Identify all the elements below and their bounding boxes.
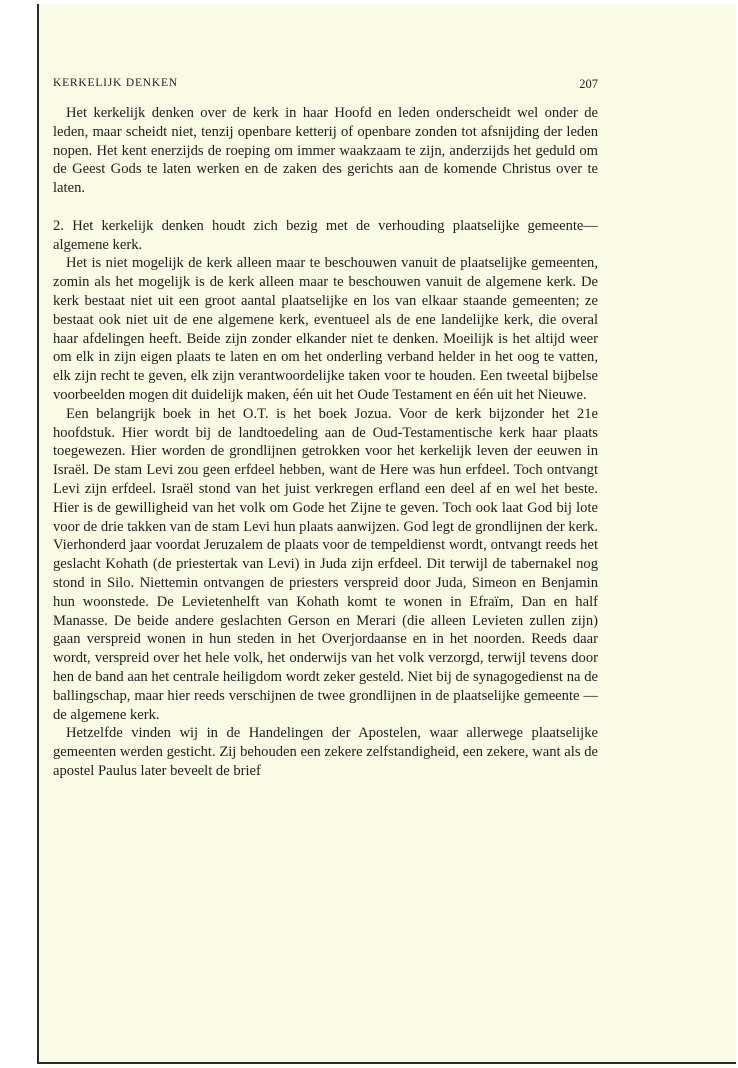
running-header bbox=[53, 77, 598, 93]
paragraph: Het kerkelijk denken over de kerk in haar Hoofd en leden onderscheidt wel onder de leden, maar scheidt niet, tenzij openbare ketterij of openbare zonden tot afsnijding der leden nopen. Het kent enerzijds de roeping om immer waakzaam te zijn, anderzijds het geduld om de Geest Gods te laten werken en de zaken des gerichts aan de komende Christus over te laten. bbox=[53, 105, 598, 197]
section-heading: 2. Het kerkelijk denken houdt zich bezig met de verhouding plaatselijke gemeente—algemene kerk. bbox=[53, 217, 598, 253]
paragraph: Een belangrijk boek in het O.T. is het boek Jozua. Voor de kerk bijzonder het 21e hoofdstuk. Hier wordt bij de landtoedeling aan de Oud-Testamentische kerk haar plaats toegewezen. Hier worden de grondlijnen getrokken voor het kerkelijk leven der eeuwen in Israël. De stam Levi zou geen erfdeel hebben, want de Here was hun erfdeel. Toch ontvangt Levi zijn erfdeel. Israël stond van het juist verkregen erfland een deel af en wel het beste. Hier is de gewilligheid van het volk om Gode het Zijne te geven. Toch ook laat God bij lote voor de drie takken van de stam Levi hun plaats aanwijzen. God legt de grondlijnen der kerk. Vierhonderd jaar voordat Jeruzalem de plaats voor de tempeldienst wordt, ontvangt reeds het geslacht Kohath (de priestertak van Levi) in Juda zijn erfdeel. Dit terwijl de tabernakel nog stond in Silo. Niettemin ontvangen de priesters verspreid door Juda, Simeon en Benjamin hun woonstede. De Levietenhelft van Kohath komt te wonen in Efraïm, Dan en half Manasse. De beide andere geslachten Gerson en Merari (die alleen Levieten zullen zijn) gaan verspreid wonen in hun steden in het Overjordaanse en in het noorden. Reeds daar wordt, verspreid over het hele volk, het onderwijs van het volk verzorgd, terwijl tevens door hen de band aan het centrale heiligdom wordt zeker gesteld. Niet bij de synagogedienst na de ballingschap, maar hier reeds verschijnen de twee grondlijnen in de plaatselijke gemeente — de algemene kerk. bbox=[53, 405, 598, 723]
paragraph: Het is niet mogelijk de kerk alleen maar te beschouwen vanuit de plaatselijke gemeenten, zomin als het mogelijk is de kerk alleen maar te beschouwen vanuit de algemene kerk. De kerk bestaat niet uit een groot aantal plaatselijke en los van elkaar staande gemeenten; ze bestaat ook niet uit de ene algemene kerk, eventueel als de ene landelijke kerk, die overal haar afdelingen heeft. Beide zijn zonder elkander niet te denken. Moeilijk is het altijd weer om elk in zijn eigen plaats te laten en om het onderling verband helder in het oog te vatten, elk zijn recht te geven, elk zijn verantwoordelijke taken voor te houden. Een tweetal bijbelse voorbeelden mogen dit duidelijk maken, één uit het Oude Testament en één uit het Nieuwe. bbox=[53, 255, 598, 403]
page-number: 207 bbox=[579, 77, 598, 91]
body-text bbox=[53, 104, 598, 781]
paragraph: Hetzelfde vinden wij in de Handelingen der Apostelen, waar allerwege plaatselijke gemeenten werden gesticht. Zij behouden een zekere zelfstandigheid, een zekere, want als de apostel Paulus later beveelt de brief bbox=[53, 725, 598, 779]
running-title: KERKELIJK DENKEN bbox=[53, 77, 178, 89]
